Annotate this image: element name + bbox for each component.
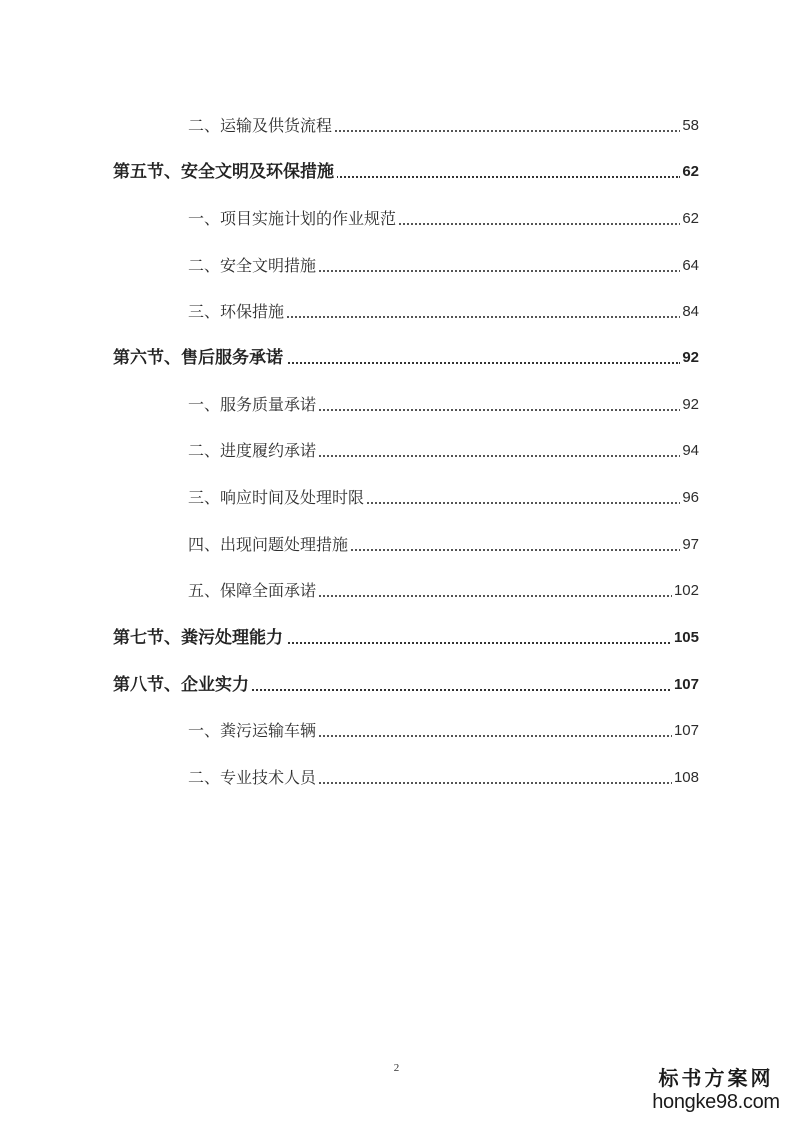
toc-entry[interactable] (0, 578, 793, 604)
toc-entry-label: 五、保障全面承诺 (188, 578, 319, 604)
watermark (651, 1066, 781, 1114)
toc-entry[interactable] (0, 206, 793, 232)
toc-entry[interactable] (0, 392, 793, 418)
toc-section-label: 第七节、粪污处理能力 (113, 625, 286, 651)
toc-entry[interactable] (0, 765, 793, 791)
toc-entry-label: 一、项目实施计划的作业规范 (188, 206, 399, 232)
toc-entry-label: 一、服务质量承诺 (188, 392, 319, 418)
toc-section-page: 92 (680, 345, 699, 371)
toc-section-page: 105 (672, 625, 699, 651)
toc-section-page: 107 (672, 672, 699, 698)
toc-entry[interactable] (0, 253, 793, 279)
watermark-title: 标书方案网 (658, 1066, 774, 1090)
toc-entry[interactable] (0, 485, 793, 511)
toc-section-page: 62 (680, 159, 699, 185)
toc-entry-page: 58 (680, 113, 699, 139)
toc-entry-label: 一、粪污运输车辆 (188, 718, 319, 744)
toc-entry[interactable] (0, 438, 793, 464)
toc-entry-label: 三、响应时间及处理时限 (188, 485, 367, 511)
toc-section-label: 第五节、安全文明及环保措施 (113, 159, 337, 185)
toc-entry-label: 三、环保措施 (188, 299, 287, 325)
toc-entry-page: 108 (672, 765, 699, 791)
toc-entry-label: 四、出现问题处理措施 (188, 532, 351, 558)
page-number: 2 (393, 1062, 400, 1074)
toc-entry-label: 二、安全文明措施 (188, 253, 319, 279)
toc-entry-page: 102 (672, 578, 699, 604)
toc-entry-page: 62 (680, 206, 699, 232)
toc-entry-label: 二、专业技术人员 (188, 765, 319, 791)
toc-section-entry[interactable] (0, 159, 793, 185)
watermark-url: hongke98.com (652, 1091, 780, 1113)
toc-entry[interactable] (0, 299, 793, 325)
toc-section-entry[interactable] (0, 672, 793, 698)
toc-entry-page: 84 (680, 299, 699, 325)
toc-entry-page: 92 (680, 392, 699, 418)
toc-entry-label: 二、进度履约承诺 (188, 438, 319, 464)
toc-entry-page: 94 (680, 438, 699, 464)
toc-entry-page: 64 (680, 253, 699, 279)
toc-entry-label: 二、运输及供货流程 (188, 113, 335, 139)
toc-section-entry[interactable] (0, 345, 793, 371)
toc-section-entry[interactable] (0, 625, 793, 651)
toc-section-label: 第六节、售后服务承诺 (113, 345, 286, 371)
toc-entry-page: 107 (672, 718, 699, 744)
toc-entry-page: 96 (680, 485, 699, 511)
toc-entry-page: 97 (680, 532, 699, 558)
toc-entry[interactable] (0, 718, 793, 744)
toc-section-label: 第八节、企业实力 (113, 672, 252, 698)
toc-entry[interactable] (0, 532, 793, 558)
toc-entry[interactable] (0, 113, 793, 139)
